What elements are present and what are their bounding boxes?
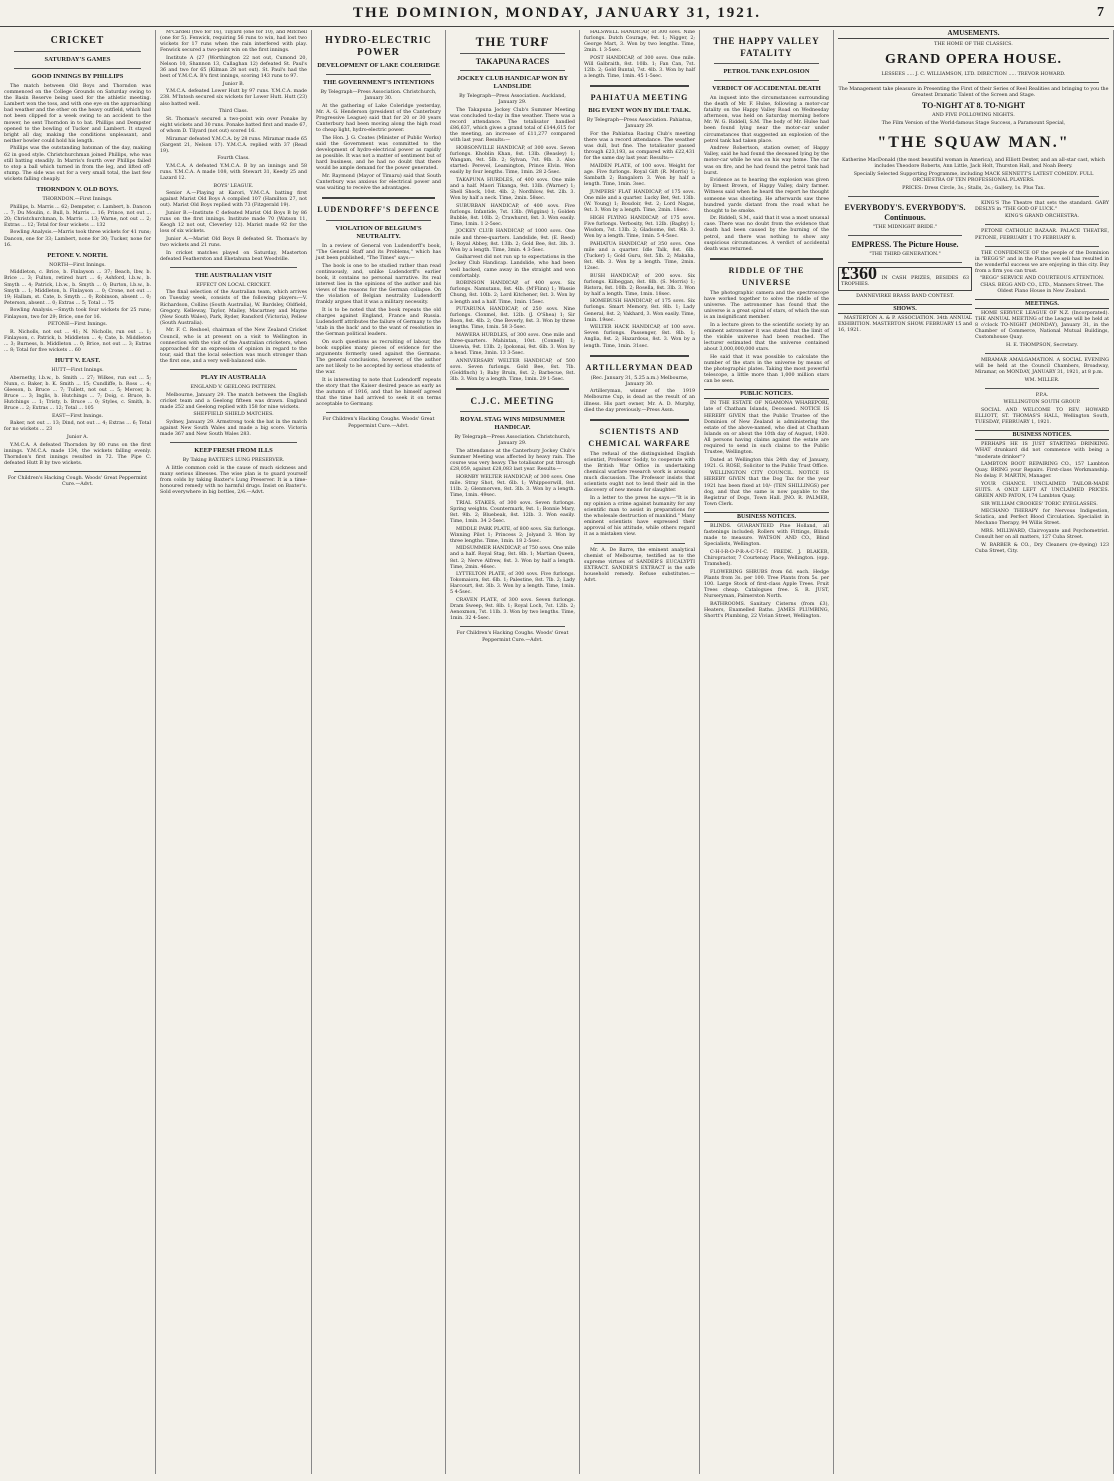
public-notice: IN THE ESTATE OF NGAMONA WHAREPORI, late of Chatham Islands, Deceased. NOTICE IS HEREBY GIVEN that the Public Trustee of the Dominion of New Zealand is administering the estate of the above-named, who died at Chatham Islands on or about the 10th day of August, 1920. All persons having claims against the estate are required to send in such claims to the Public Trustee, Wellington. [704, 401, 829, 456]
article-paragraph: The Hon. J. G. Coates (Minister of Public Works) said the Government was committed to the development of hydro-electrical power as rapidly as possible. It was not a matter of sentiment but of hard business, and he had no doubt that there would be ample demand for the power generated. [316, 135, 441, 172]
innings-heading: HUTT—First Innings. [51, 368, 104, 374]
article-paragraph: Artilleryman, winner of the 1919 Melbourne Cup, is dead as the result of an illness. His part owner, Mr. A. D. Murphy, died the day previously.—Press Assn. [584, 389, 695, 413]
article-heading: RIDDLE OF THE UNIVERSE [728, 265, 805, 287]
column-cricket [0, 30, 156, 1474]
advert-body: KING'S GRAND ORCHESTRA. [1004, 214, 1080, 220]
article-paragraph: In a letter to the press he says:—"It is in my opinion a crime against humanity for any scientific man to assist in preparations for the wholesale destruction of mankind." Many eminent scientists have expressed their approval of his attitude, while others regard it as a mistaken view. [584, 495, 695, 538]
article-paragraph: Y.M.C.A. A defeated Y.M.C.A. B by an innings and 58 runs. Y.M.C.A. A made 108, with Stewart 31, Keedy 25 and Lazard 12. [160, 163, 307, 182]
article-paragraph: An inquest into the circumstances surrounding the death of Mr. F. Hulse, following a motor-car fatality on the Happy Valley Road on Wednesday afternoon, was held on Saturday morning before Mr. W. G. Riddell, S.M. The body of Mr. Hulse had been found lying near the motor-car under circumstances that suggested an explosion of the petrol tank had taken place. [704, 96, 829, 144]
race-result: ANNIVERSARY WELTER HANDICAP, of 500 sovs. Seven furlongs. Gold Bee, 8st. 7lb. (Goldfinch) 1; Baby Bruin, 8st. 2; Barbecue, 8st. 3lb. 3. Won by a length. Time, 1min. 29 1-5sec. [450, 358, 575, 383]
amusements-heading: AMUSEMENTS. [838, 30, 1109, 39]
divider [590, 85, 689, 87]
meeting-notice: MIRAMAR AMALGAMATION. A SOCIAL EVENING will be held at the Council Chambers, Broadway, Miramar, on MONDAY, JANUARY 31, 1921, at 8 p.m. [975, 357, 1109, 376]
page-number: 7 [1097, 5, 1104, 20]
advert-body: AND FIVE FOLLOWING NIGHTS. [932, 113, 1015, 119]
public-notice: WELLINGTON CITY COUNCIL. NOTICE IS HEREBY GIVEN that the Dog Tax for the year 1921 has been fixed at 10/- (TEN SHILLINGS) per dog, and that the same is now payable to the Registrar of Dogs, Town Hall. JNO. R. PALMER, Town Clerk. [704, 471, 829, 507]
divider [326, 74, 431, 75]
theatre-name: EMPRESS. The Picture House. [851, 239, 959, 249]
innings-heading: NORTH—First Innings. [49, 262, 106, 268]
advert-body: Specially Selected Supporting Programme, including MACK SENNETT'S LATEST COMEDY. FULL ORCHESTRA OF TEN PROFESSIONAL PLAYERS. [853, 171, 1094, 183]
innings-heading: THORNDON.—First Innings. [42, 197, 113, 202]
column-racing-continued [580, 30, 700, 1474]
article-paragraph: The match between Old Boys and Thorndon was commenced on the College Grounds on Saturday owing to the Basin Reserve being used for the athletic meeting. Lambert won the toss, and with one eye on the approaching bad weather and the other on the heavy outfield, which had not been clipped for a week owing to an accident to the mower, he sent Thorndon in to bat. Phillips and Dempster opened to the bowling of Tucker and Lambert. It stayed bright all day, making the conditions unpleasant, and neither bowler could hold his length. [4, 84, 151, 144]
article-heading: C.J.C. MEETING [470, 396, 555, 407]
race-result: HOBSONVILLE HANDICAP, of 300 sovs. Seven furlongs. Khoblin Khan, 8st. 13lb. (Beasley) 1; Wangam, 9st. 5lb. 2; Sylvan, 7st. 9lb. 3. Also started: Perevel, Leamington, Prince Elvin. Won easily by four lengths. Time, 1min. 28 2-5sec. [450, 145, 575, 176]
subheading: ROYAL STAG WINS MIDSUMMER HANDICAP. [460, 416, 565, 432]
race-result: TAKAPUNA HURDLES, of 400 sovs. One mile and a half. Maori Tikanga, 9st. 13lb. (Warner) 1; Shell Shock, 10st. 4lb. 2; Nordhlow, 9st. 2lb. 3. Won by half a neck. Time, 2min. 58sec. [450, 177, 575, 201]
article-paragraph: The photographic camera and the spectroscope have worked together to solve the riddle of the universe. The astronomer has found that the universe is a great spiral of stars, of which the sun is an insignificant member. [704, 290, 829, 321]
divider [170, 369, 297, 370]
piano-advert: THE CONFIDENCE OF the people of the Dominion in "BEGG'S" and in the Pianos we sell has resulted in the wonderful success we are enjoying in this city. Buy from a firm you can trust. [975, 250, 1109, 274]
subheading: ENGLAND V. GEELONG PATTERN. [190, 385, 277, 390]
scorecard: Phillips, b. Marris ... 62; Dempster, c. Lambert, b. Dancon ... 7; Du Moulin, c. Bull, b. Marris ... 16; Prince, not out ... 20; Christchurchman, b. Marris ... 13; Warne, not out ... 2; Extras ... 12; Total for four wickets ... 132 [4, 204, 151, 228]
subheading: By Taking BAXTER'S LUNG PRESERVER. [182, 458, 285, 464]
subheading: VERDICT OF ACCIDENTAL DEATH [712, 85, 821, 92]
advert-heading: KEEP FRESH FROM ILLS [194, 447, 273, 455]
showtime: TO-NIGHT AT 8. TO-NIGHT [921, 101, 1026, 111]
subheading: SATURDAY'S GAMES [44, 56, 111, 63]
divider [985, 224, 1099, 225]
bowling-analysis: Bowling Analysis.—Marris took three wickets for 41 runs; Dancon, one for 33; Lambert, none for 30; Tucker, none for 16. [4, 230, 151, 248]
race-result: HOMEBUSH HANDICAP, of 175 sovs. Six furlongs. Smart Memory, 8st. 8lb. 1; Lady General, 8st. 2; Vakhard, 3. Won easily. Time, 1min. 19sec. [584, 299, 695, 323]
business-notice: LAMBTON BOOT REPAIRING CO., 157 Lambton Quay. BRING your Repairs. First-class Workmanship. No delay. F. MARTIN, Manager. [975, 462, 1109, 480]
meeting-notice: HOME SERVICE LEAGUE OF N.Z. (Incorporated). THE ANNUAL MEETING of the League will be held at 8 o'clock TO-NIGHT (MONDAY), January 31, in the Chamber of Commerce, National Mutual Buildings, Customhouse Quay. [975, 310, 1109, 341]
divider [170, 442, 297, 443]
meeting-notice: SOCIAL AND WELCOME TO REV. HOWARD ELLIOTT, ST. THOMAS'S HALL, Wellington South, TUESDAY, FEBRUARY 1, 1921. [975, 407, 1109, 426]
subheading: TAKAPUNA RACES [475, 57, 550, 66]
subheading: PETROL TANK EXPLOSION [723, 68, 810, 75]
article-paragraph: In cricket matches played on Saturday, Masterton defeated Featherston and Eketahuna beat Woodville. [160, 250, 307, 262]
article-paragraph: In a lecture given to the scientific society by an eminent astronomer it was stated that the limit of the visible universe had been reached. The lecturer estimated that the universe contained about 3,000,000,000 stars. [704, 322, 829, 353]
subheading: PETONE V. NORTH. [47, 251, 108, 259]
article-heading: THE AUSTRALIAN VISIT [194, 271, 273, 279]
race-result: PAHIATUA HANDICAP, of 350 sovs. One mile and a quarter. Idle Talk, 8st. 6lb. (Tucker) 1; Gold Guru, 8st. 5lb. 2; Makaha, 8st. 4lb. 3. Won by a length. Time, 2min. 12sec. [584, 241, 695, 271]
article-heading: THE HAPPY VALLEY FATALITY [713, 36, 820, 58]
divider [170, 267, 297, 268]
column-cricket-continued [156, 30, 312, 1474]
divider [985, 353, 1099, 354]
signature: H. E. THOMPSON, Secretary. [1005, 342, 1079, 348]
subheading: EFFECT ON LOCAL CRICKET. [196, 282, 271, 288]
theatre-advert: KING'S The Theatre that sets the standard. GABY DESLYS in "THE GOD OF LUCK." [975, 200, 1109, 212]
article-paragraph: Mr. F. C. Reshoel, chairman of the New Zealand Cricket Council, who is at present on a visit to Wellington in connection with the visit of the Australian cricketers, when approached for an expression of opinion in regard to the tour, said that the local selection was much stronger than the first one, and a very well-balanced side. [160, 328, 307, 364]
section-heading: SHOWS. [838, 304, 972, 314]
article-paragraph: Melbourne, January 29. The match between the English cricket team and a Geelong fifteen was drawn. England made 252 and Geelong replied with 158 for nine wickets. [160, 392, 307, 410]
article-paragraph: It is to be noted that the book repeats the old charges against England, France and Russia. Ludendorff attributes the failure of Germany to the 'stab in the back' and to the want of resolution in the German political leaders. [316, 307, 441, 338]
byline: By Telegraph—Press Association. Christchurch, January 30. [320, 90, 437, 102]
divider [590, 355, 689, 357]
left-ad-column [838, 201, 972, 557]
divider [326, 220, 431, 221]
advert-body: DANNEVIRKE BRASS BAND CONTEST. [856, 294, 954, 299]
article-paragraph: The attendance at the Canterbury Jockey Club's Summer Meeting was affected by heavy rain. The course was very heavy. The totalisator put through £28,059, against £28,083 last year. Results:— [450, 448, 575, 473]
section-heading: PUBLIC NOTICES. [704, 389, 829, 399]
scorecard: Baker, not out ... 13; Dind, not out ... 4; Extras ... 6; Total for no wickets ... 23 [4, 421, 151, 433]
byline: By Telegraph—Press Association. Auckland, January 29. [459, 94, 566, 106]
article-paragraph: Dr. Riddell, S.M., said that it was a most unusual case. There was no doubt from the evidence that death had been caused by the burning of the petrol, and there was nothing to show any suspicious circumstances. A verdict of accidental death was returned. [704, 216, 829, 252]
article-paragraph: M'Cardell (two for 16), Tilyard (one for 10), and Mitchell (one for 5). Fenwick, requiring 56 runs to win, had lost two wickets for 17 runs when the rain interfered with play. Fenwick secured a two-point win on the first innings. [160, 30, 307, 54]
signature: WM. MILLER. [1024, 377, 1060, 383]
divider [848, 82, 1099, 83]
subheading: HUTT V. EAST. [54, 357, 101, 365]
scorecard: Middleton, c. Brice, b. Finlayson ... 37; Beach, lbw, b. Brice ... 3; Fulton, retired hurt ... 6; Ashford, l.b.w., b. Smyth ... 4; Patrick, l.b.w., b. Smyth ... 0; Burton, l.b.w., b. Smyth ... 1; Middleton, b. Finlayson ... 0; Crone, not out ... 19; Hallam, st. Cate, b. Smyth ... 0; Robinson, absent ... 0; Peterson, absent ... 0; Extras ... 5; Total ... 75 [4, 270, 151, 306]
article-paragraph: He said that it was possible to calculate the number of the stars in the universe by means of the photographic plates. Taking the most powerful telescope, a little more than 1,000 million stars can be seen. [704, 354, 829, 385]
advert-body: The Management take pleasure in Presenting the First of their Series of Reel Realities and bringing to you the Greatest Dramatic Talent of the Screen and Stage. [838, 87, 1109, 99]
section-heading: BUSINESS NOTICES. [704, 512, 829, 522]
article-paragraph: Junior A.—Marist Old Boys B defeated St. Thomas's by two wickets and 21 runs. [160, 236, 307, 248]
race-result: TRIAL STAKES, of 300 sovs. Seven furlongs. Spring weights. Countermark, 9st. 1; Bonnie Mary, 8st. 9lb. 2; Bluebeak, 8st. 12lb. 3. Won easily. Time, 1min. 34 2-5sec. [450, 500, 575, 524]
cricket-heading: CRICKET [50, 35, 105, 46]
byline: By Telegraph—Press Association. Christchurch, January 29. [454, 435, 571, 447]
show-advert: MASTERTON A. & P. ASSOCIATION. 34th ANNUAL EXHIBITION. MASTERTON SHOW. FEBRUARY 15 and 16, 1921. [838, 316, 972, 334]
article-paragraph: Y.M.C.A. defeated Lower Hutt by 97 runs. Y.M.C.A. made 238. M'Intosh secured six wickets for Lower Hutt. Hutt (23) also batted well. [160, 89, 307, 107]
newspaper-title: THE DOMINION, MONDAY, JANUARY 31, 1921. [353, 5, 761, 21]
race-result: PUTARUNA HANDICAP, of 250 sovs. Nine furlongs. Clonmel, 8st. 12lb. (J. O'Shea) 1; Sir Boon, 8st. 4lb. 2; One Beverly, 8st. 3. Won by three lengths. Time, 1min. 58 3-5sec. [450, 307, 575, 331]
venue-name: GRAND OPERA HOUSE. [884, 52, 1063, 68]
prize-text: IN CASH PRIZES, BESIDES 63 TROPHIES. [841, 275, 969, 287]
business-notice: BLINDS. GUARANTEED Pine Holland, all fastenings included; Rollers with Fittings, Blinds made to measure. WATSON AND CO., Blind Specialists, Wellington. [704, 524, 829, 548]
scorecard: R. Nicholls, not out ... 41; N. Nicholls, run out ... 1; Finlayson, c. Patrick, b. Middleton ... 4; Cate, b. Middleton ... 3; Burness, b. Middleton ... 0; Brice, not out ... 3; Extras ... 8; Total for five wickets ... 60 [4, 329, 151, 353]
article-heading: LUDENDORFF'S DEFENCE [317, 205, 440, 214]
divider [326, 412, 431, 413]
article-paragraph: For the Pahiatua Racing Club's meeting there was a record attendance. The weather was dull, but fine. The totalisator passed through £23,193, as compared with £22,431 for the same day last year. Results:— [584, 131, 695, 162]
grade-heading: Third Class. [218, 109, 249, 115]
advert-line: For Children's Hacking Coughs. Woods' Great Peppermint Cure.—Advt. [322, 417, 435, 429]
advert-body: "BEGG" SERVICE AND COURTEOUS ATTENTION. CHAS. BEGG AND CO., LTD., Manners Street. The Oldest Piano House in New Zealand. [979, 276, 1105, 294]
divider [590, 419, 689, 421]
subheading: SHEFFIELD SHIELD MATCHES. [193, 412, 274, 418]
article-heading: THE TURF [475, 34, 550, 49]
bazaar-advert: PETONE CATHOLIC BAZAAR. PALACE THEATRE, PETONE, FEBRUARY 1 TO FEBRUARY 8. [975, 229, 1109, 241]
advert-body: The Film Version of the World-famous Stage Success, a Paramount Special, [881, 121, 1066, 127]
subheading: GOOD INNINGS BY PHILLIPS [31, 73, 124, 80]
race-result: HIGH FLYING HANDICAP, of 175 sovs. Five furlongs. Verbosity, 9st. 12lb. (Bagby) 1; Wisdom, 7st. 13lb. 2; Gladsome, 8st. 9lb. 3. Won by a length. Time, 1min. 5 4-5sec. [584, 215, 695, 239]
theatre-name: EVERYBODY'S. EVERYBODY'S. Continuous. [844, 202, 966, 222]
race-result: LYTTELTON PLATE, of 300 sovs. Five furlongs. Tokomaiora, 8st. 6lb. 1; Palestine, 8st. 7lb. 2; Lady Harcourt, 8st. 3lb. 3. Won by a length. Time, 1min. 5 4-5sec. [450, 572, 575, 596]
bowling-analysis: Bowling Analysis.—Smyth took four wickets for 25 runs; Finlayson, two for 29; Brice, one for 16. [4, 308, 151, 320]
masthead [0, 0, 1114, 27]
article-paragraph: Phillips was the outstanding batsman of the day, making 62 in good style. Christchurchman joined Phillips, who was still batting steadily. In Marris's fourth over Phillips failed to stop a ball which turned in from the leg, and lifted off-stump. The side was out for a very small total, the last few wickets falling cheaply. [4, 146, 151, 182]
race-result: HORNBY WELTER HANDICAP, of 300 sovs. One mile. Stray Shot, 9st. 6lb. 1; Whippoorwill, 8st. 11lb. 2; Glenmorven, 8st. 3lb. 3. Won by a length. Time, 1min. 49sec. [450, 474, 575, 499]
article-paragraph: The book is one to be studied rather than read continuously, and, unlike Ludendorff's earlier book, it contains no personal narrative. Its real interest lies in the opinions of the author and his views of the reasons for the German collapse. On the violation of Belgian neutrality Ludendorff frankly argues that it was a military necessity. [316, 263, 441, 306]
business-notice: W. BARBER & CO., Dry Cleaners (re-dyeing) 123 Cuba Street, City. [975, 542, 1109, 554]
article-paragraph: Y.M.C.A. A defeated Thorndon by 80 runs on the first innings. Y.M.C.A. made 134, the wickets falling evenly. Thorndon's first innings resulted in 72. The Pipe C. defeated Hutt B by two wickets. [4, 442, 151, 466]
subheading: JOCKEY CLUB HANDICAP WON BY LANDSLIDE [456, 75, 569, 90]
prize-amount: £360 [841, 262, 877, 283]
article-paragraph: It is interesting to note that Ludendorff repeats the story that the Kaiser desired peace as early as the autumn of 1916, and that he himself agreed that the time had arrived to seek it on terms acceptable to Germany. [316, 377, 441, 408]
business-notice: PERHAPS HE IS JUST STARTING DRINKING. WHAT drunkard did not commence with being a "moderate drinker"? [975, 442, 1109, 460]
column-happy-valley [700, 30, 834, 1474]
business-notice: MRS. MILLWARD, Clairvoyante and Psychometrist. Consult her on all matters, 127 Cuba Street. [975, 529, 1109, 541]
article-paragraph: Junior B.—Institute C defeated Marist Old Boys B by 86 runs on the first innings. Institute made 70 (Watson 11, Keogh 12 not out, Cleverley 12). Marist made 92 for the loss of six wickets. [160, 211, 307, 235]
divider [14, 51, 141, 52]
section-heading: BUSINESS NOTICES. [975, 430, 1109, 440]
race-result: MAWERA HURDLES, of 300 sovs. One mile and three-quarters. Mahintan, 10st. (Connell) 1; Lluewia, 9st. 13lb. 2; Ipokonai, 9st. 6lb. 3. Won by a head. Time, 3min. 13 3-5sec. [450, 332, 575, 357]
advert-body: P.P.A. [1035, 392, 1049, 398]
race-result: POST HANDICAP, of 300 sovs. One mile. Will Galbraith, 8st. 10lb. 1; Fan Can, 7st. 12lb. 2; Gold Buntal, 7st. 4lb. 3. Won by half a length. Time, 1min. 45 1-5sec. [584, 55, 695, 80]
race-result: CRAVEN PLATE, of 300 sovs. Seven furlongs. Dram Sweep, 9st. 8lb. 1; Royal Loch, 7st. 12lb. 2; Aenoxmon, 7st. 11lb. 3. Won by two lengths. Time, 1min. 32 4-5sec. [450, 598, 575, 622]
subheading: BIG EVENT WON BY IDLE TALK. [588, 107, 691, 115]
byline: (Rec. January 31, 5.25 a.m.) Melbourne, January 30. [590, 375, 689, 387]
grade-heading: Fourth Class. [217, 156, 250, 162]
section-heading: MEETINGS. [975, 299, 1109, 309]
scorecard: Abernethy, l.b.w., b. Smith ... 27; Wilkes, run out ... 5; Nunn, c. Baker, b. K. Smith ... 15; Cundliffe, b. Ross ... 4; Gleeson, b. Bruce ... 7; Tullett, not out ... 5; Mercer, b. Bruce ... 3; Inglis, b. Hutchings ... 7; Doig, c. Bruce, b. Hutchings ... 1; Tristy, b. Bruce ... 0; Styles, c. Smith, b. Bruce ... 2; Extras ... 12; Total ... 105 [4, 375, 151, 412]
race-result: JUMPERS' FLAT HANDICAP, of 175 sovs. One mile and a quarter. Lucky Bet, 9st. 13lb. (W. Young) 1; Boudoir, 9st. 2; Lord Nagas, 9st. 3. Won by a length. Time, 2min. 18sec. [584, 189, 695, 214]
film-title-small: "THE THIRD GENERATION." [869, 251, 941, 257]
business-notice: SIR WILLIAM CROOKES' TORIC EYEGLASSES. [981, 501, 1098, 507]
price-line: PRICES: Dress Circle, 3s.; Stalls, 2s.; Gallery, 1s. Plus Tax. [902, 185, 1045, 191]
divider [985, 246, 1099, 247]
advert-body: WELLINGTON SOUTH GROUP. [1003, 400, 1081, 406]
business-notice: FLOWERING SHRUBS from 6d. each. Hedge Plants from 3s. per 100. Tree Plants from 5s. per 100. Large Stock of first-class Apple Trees. Fruit Trees cheap. Catalogues free. S. R. JUST, Nurseryman, Palmerston North. [704, 569, 829, 600]
article-paragraph: Andrew Robertson, station owner, of Happy Valley, said he had found the deceased lying by the motor-car while he was on his way home. The car was on fire, and he had found the petrol tank had burst. [704, 146, 829, 176]
article-paragraph: At the gathering of Lake Coleridge yesterday, Mr. A. G. Henderson (president of the Canterbury Progressive League) said that for 20 or 30 years Canterbury had been moving along the high road to cheap light, hydro-electric power. [316, 103, 441, 134]
subheading: VIOLATION OF BELGIUM'S NEUTRALITY. [335, 225, 422, 240]
innings-heading: EAST—First Innings. [51, 413, 104, 419]
public-notice: Dated at Wellington this 24th day of January, 1921. G. ROSE, Solicitor to the Public Trust Office. [704, 457, 829, 469]
grade-heading: Junior B. [222, 81, 245, 87]
divider [848, 235, 962, 236]
article-heading: HYDRO-ELECTRIC POWER [325, 35, 432, 58]
article-paragraph: The refusal of the distinguished English scientist, Professor Soddy, to cooperate with the British War Office in undertaking chemical warfare research work is arousing much discussion. The Professor insists that scientists ought not to lend their aid in the discovery of new means for slaughter. [584, 451, 695, 494]
divider [322, 197, 435, 199]
subheading: THORNDON V. OLD BOYS. [36, 186, 119, 193]
article-paragraph: St. Thomas's secured a two-point win over Ponake by eight wickets and 30 runs. Ponake batted first and made 67, of whom D. Tilyard (not out) scored 16. [160, 116, 307, 134]
article-paragraph: In a review of General von Ludendorff's book, "The General Staff and its Problems," which has just been published, "The Times" says:— [316, 244, 441, 262]
race-result: SUBURBAN HANDICAP, of 400 sovs. Five furlongs. Infantide, 7st. 13lb. (Wiggins) 1; Golden Bubble, 8st. 10lb. 2; Crawhurst, 8st. 3. Won easily. Time, 1min. 1 2-5sec. [450, 203, 575, 227]
divider [594, 543, 685, 544]
divider [985, 388, 1099, 389]
race-result: ROBINSON HANDICAP, of 400 sovs. Six furlongs. Namutanu, 8st. 4lb. (M'Flinn) 1; Wassie Chung, 8st. 10lb. 2; Lord Kitchener, 8st. 3. Won by a length and a half. Time, 1min. 15sec. [450, 281, 575, 305]
grade-heading: BOYS' LEAGUE. [213, 183, 254, 189]
article-heading: PLAY IN AUSTRALIA [200, 374, 267, 381]
race-result: WELTER HACK HANDICAP, of 100 sovs. Seven furlongs. Passenger, 8st. 8lb. 1; Anglia, 8st. 2; Hazardous, 8st. 3. Won by a length. Time, 1min. 31sec. [584, 325, 695, 349]
right-ad-column [975, 201, 1109, 557]
race-result: HALSWELL HANDICAP, of 300 sovs. Nine furlongs. Dutch Courage, 9st. 1; Nigger, 2; George Mart, 3. Won by two lengths. Time, 2min. 1 3-5sec. [584, 30, 695, 54]
innings-heading: Junior A. [66, 435, 89, 440]
divider [848, 196, 1099, 197]
article-paragraph: The Takapuna Jockey Club's Summer Meeting was concluded to-day in fine weather. There was a record attendance. The totalisator handled £86,637, which gives a grand total of £144,615 for the meeting, an increase of £11,277 compared with last year. Results:— [450, 107, 575, 144]
article-paragraph: On such questions as recruiting of labour, the book supplies many pieces of evidence for the arguments formerly used against the Germans. The general conclusions, however, of the author are not likely to be accepted by serious students of the war. [316, 339, 441, 376]
article-paragraph: Gaiharvest did not run up to expectations in the Jockey Club Handicap. Landslide, who had been well backed, came away in the straight and won comfortably. [450, 255, 575, 279]
divider [460, 53, 565, 54]
business-notice: BATHROOMS. Sanitary Cisterns (from £3), Heaters, Enamelled Baths. JAMES PLUMBING, Shortt's Plumbing, 22 Vivian Street, Wellington. [704, 601, 829, 619]
venue-tagline: THE HOME OF THE CLASSICS. [934, 42, 1013, 48]
divider [714, 80, 819, 81]
article-paragraph: Institute A (27 (Worthington 22 not out, Cumond 20, Nelson 10, Shannon 13, Callaghan 12) defeated St. Paul's 36 and two for 65 (Kilman 28 not out). St. Paul's had the best of Y.M.C.A. B's first innings, scoring 143 runs to 97. [160, 55, 307, 80]
column-amusements [834, 30, 1114, 1474]
article-heading: PAHIATUA MEETING [590, 93, 689, 103]
advert-body: A little common cold is the cause of much sickness and many serious illnesses. The wise plan is to guard yourself from colds by taking Baxter's Lung Preserver. It is a time-honoured remedy with no harmful drugs. Insist on Baxter's. Sold everywhere in big bottles, 2/6.—Advt. [160, 465, 307, 496]
race-result: JOCKEY CLUB HANDICAP, of 1000 sovs. One mile and three-quarters. Landslide, 9st. (E. Reed) 1; Royal Abbey, 8st. 13lb. 2; Gold Bee, 8st. 3lb. 3. Won by a length. Time, 3min. 4 3-5sec. [450, 229, 575, 253]
divider [460, 626, 565, 627]
innings-heading: PETONE—First Innings. [47, 322, 108, 328]
lessees-line: LESSEES ..... J. C. WILLIAMSON, LTD. DIRECTION ..... TREVOR HOWARD. [881, 72, 1066, 78]
prize-advert [838, 262, 972, 291]
article-heading: ARTILLERYMAN DEAD [585, 362, 694, 372]
divider [456, 388, 569, 390]
article-paragraph: The final selection of the Australian team, which arrives on Tuesday week, consists of the following players:—V. Richardson, Collins (South Australia), W. Bardsley, Oldfield, Gregory, Kelleway, Taylor, Mailey, Macartney and Mayne (New South Wales), Park, Ryder, Ransford (Victoria), Pellew (South Australia). [160, 290, 307, 326]
divider [460, 411, 565, 412]
article-paragraph: Senior A.—Playing at Karori, Y.M.C.A. batting first against Marist Old Boys A compiled 107 (Hamilton 27, not out). Marist Old Boys replied with 73 (Fitzgerald 19). [160, 191, 307, 209]
film-title-small: "THE MIDNIGHT BRIDE." [872, 224, 938, 230]
divider [14, 68, 141, 69]
business-notice: YOUR CHANCE. UNCLAIMED TAILOR-MADE SUITS. A ONLY LEFT AT UNCLAIMED PRICES. GREEN AND PATON, 174 Lambton Quay. [975, 481, 1109, 500]
subheading: THE GOVERNMENT'S INTENTIONS [322, 79, 435, 86]
divider [14, 471, 141, 472]
advert-body: Mr. A. De Barre, the eminent analytical chemist of Melbourne, testified as to the supreme virtues of SANDER'S EUCALYPTI EXTRACT. SANDER'S EXTRACT is the safe household remedy. Refuse substitutes.—Advt. [584, 547, 695, 583]
advert-line: For Children's Hacking Coughs. Woods' Great Peppermint Cure.—Advt. [456, 631, 569, 643]
column-hydro-electric [312, 30, 446, 1474]
race-result: MAIDEN PLATE, of 100 sovs. Weight for age. Five furlongs. Royal Gift (R. Morris) 1; Sambath 2; Bangalorn 3. Won by half a length. Time, 1min. 3sec. [584, 163, 695, 188]
business-notice: MECHANO THERAPY for Nervous Indigestion, Sciatica, and Perfect Blood Circulation. Specialist in Mechano Therapy, 94 Willis Street. [975, 509, 1109, 527]
article-paragraph: Mr. Raymond (Mayor of Timaru) said that South Canterbury was anxious for electrical power and was waiting to receive the advantages. [316, 173, 441, 191]
race-result: MIDDLE PARK PLATE, of 800 sovs. Six furlongs. Winning Pilot 1; Princess 2; Jolyand 3. Won by three lengths. Time, 1min. 18 2-5sec. [450, 526, 575, 544]
column-turf [446, 30, 580, 1474]
divider [714, 63, 819, 64]
advert-line: For Children's Hacking Cough. Woods' Great Peppermint Cure.—Advt. [7, 475, 148, 488]
advert-body: Katherine MacDonald (the most beautiful woman in America), and Elliott Dexter, and an all-star cast, which includes Theodore Roberts, Ann Little, Jack Holt, Thurston Hall, and Noah Beery. [841, 158, 1106, 170]
amusement-ads-grid [838, 201, 1109, 557]
divider [710, 258, 823, 260]
byline: By Telegraph—Press Association. Pahiatua, January 29. [586, 118, 693, 130]
race-result: BUSH HANDICAP, of 200 sovs. Six furlongs. Kilbeggan, 8st. 8lb. (S. Morris) 1; Ristora, 8st. 10lb. 2; Rosella, 8st. 3lb. 3. Won by half a length. Time, 1min. 18sec. [584, 273, 695, 297]
race-result: MIDSUMMER HANDICAP, of 750 sovs. One mile and a half. Royal Stag, 8st. 8lb. 1; Martian Queen, 8st. 2; Nerve Alfrew, 8st. 3. Won by half a length. Time, 2min. 46sec. [450, 546, 575, 570]
article-heading: SCIENTISTS AND CHEMICAL WARFARE [588, 426, 691, 448]
article-paragraph: Sydney, January 29. Armstrong took the bat in the match against New South Wales and made a big score. Victoria made 367 and New South Wales 283. [160, 419, 307, 438]
film-title: "THE SQUAW MAN." [877, 134, 1070, 152]
subheading: DEVELOPMENT OF LAKE COLERIDGE [317, 62, 440, 69]
article-paragraph: Evidence as to hearing the explosion was given by Ernest Brown, of Happy Valley, dairy farmer. Witness said when he heard the report he thought someone was shooting. He afterwards saw three hundred yards distant from the road what he thought to be smoke. [704, 178, 829, 214]
article-paragraph: Miramar defeated Y.M.C.A. by 28 runs. Miramar made 65 (Sargent 21, Nelson 17). Y.M.C.A. replied with 37 (Read 19). [160, 136, 307, 154]
business-notice: C-H-I-R-O-P-R-A-C-T-I-C. FREDK. J. BLAKER, Chiropractor, 7 Courtenay Place, Wellington. (opp. Tramshed). [704, 549, 829, 568]
divider [460, 70, 565, 71]
